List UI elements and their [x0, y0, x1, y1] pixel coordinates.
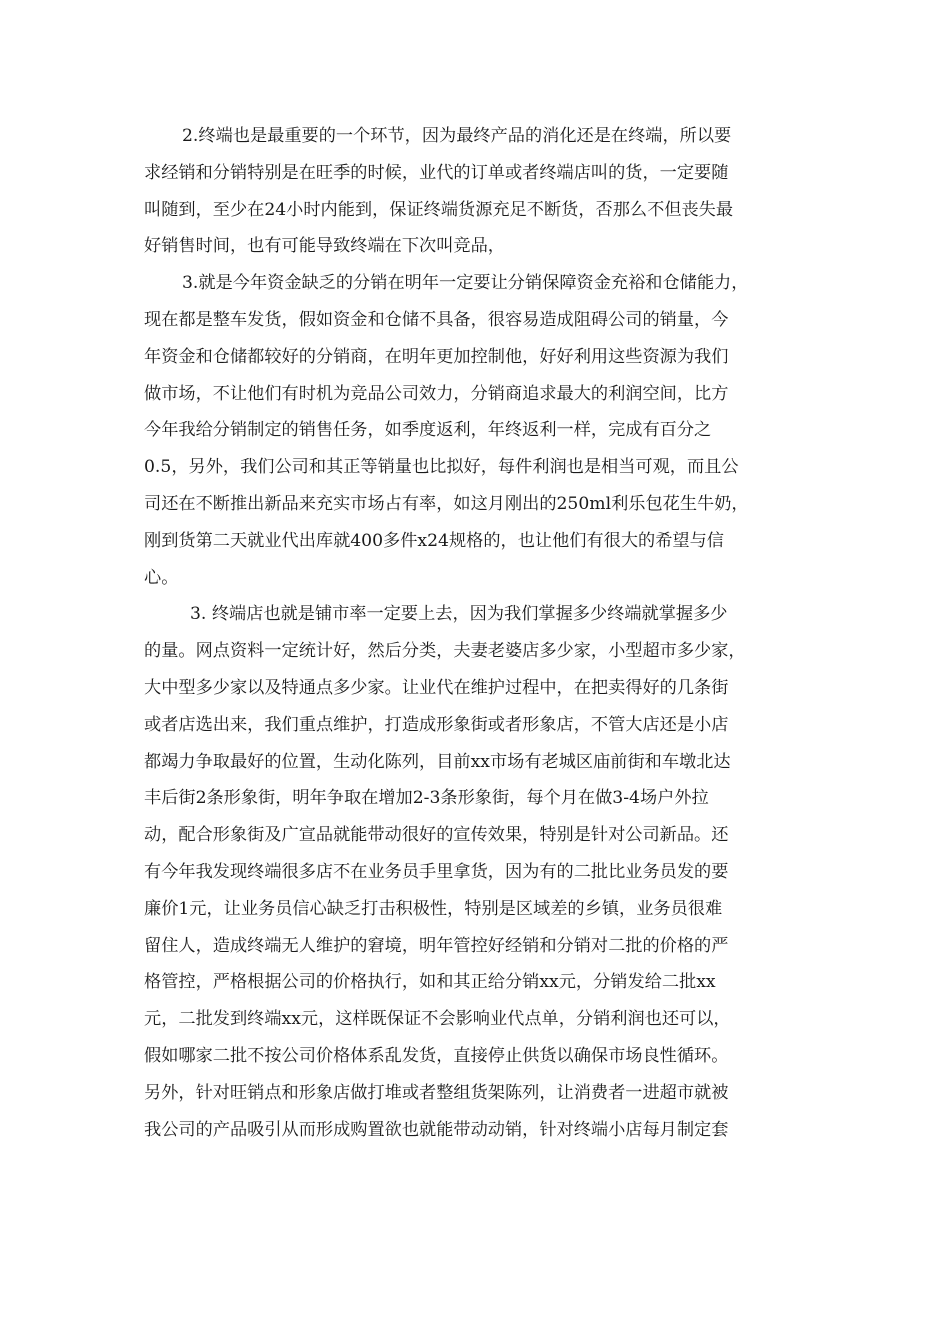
text-line: 大中型多少家以及特通点多少家。让业代在维护过程中，在把卖得好的几条街	[144, 677, 729, 698]
text-line: 另外，针对旺销点和形象店做打堆或者整组货架陈列，让消费者一进超市就被	[144, 1082, 729, 1103]
text-line: 留住人，造成终端无人维护的窘境，明年管控好经销和分销对二批的价格的严	[144, 935, 729, 956]
text-line: 都竭力争取最好的位置，生动化陈列，目前xx市场有老城区庙前街和车墩北达	[144, 751, 731, 772]
text-line: 司还在不断推出新品来充实市场占有率，如这月刚出的250ml利乐包花生牛奶，	[144, 493, 749, 514]
text-line: 元，二批发到终端xx元，这样既保证不会影响业代点单，分销利润也还可以，	[144, 1009, 731, 1030]
body-text	[144, 118, 808, 1148]
text-line: 我公司的产品吸引从而形成购置欲也就能带动动销，针对终端小店每月制定套	[144, 1119, 729, 1140]
text-line: 求经销和分销特别是在旺季的时候，业代的订单或者终端店叫的货，一定要随	[144, 162, 729, 183]
text-line: 或者店选出来，我们重点维护，打造成形象街或者形象店，不管大店还是小店	[144, 714, 729, 735]
text-line: 好销售时间，也有可能导致终端在下次叫竞品，	[144, 236, 505, 257]
text-line: 刚到货第二天就业代出库就400多件x24规格的，也让他们有很大的希望与信	[144, 530, 724, 551]
text-line: 2.终端也是最重要的一个环节，因为最终产品的消化还是在终端，所以要	[182, 126, 732, 146]
text-line: 做市场，不让他们有时机为竞品公司效力，分销商追求最大的利润空间，比方	[144, 383, 729, 404]
text-line: 廉价1元，让业务员信心缺乏打击积极性，特别是区域差的乡镇，业务员很难	[144, 898, 723, 919]
text-line: 今年我给分销制定的销售任务，如季度返利，年终返利一样，完成有百分之	[144, 420, 712, 441]
text-line: 有今年我发现终端很多店不在业务员手里拿货，因为有的二批比业务员发的要	[144, 861, 729, 882]
text-line: 动，配合形象街及广宣品就能带动很好的宣传效果，特别是针对公司新品。还	[144, 825, 729, 846]
text-line: 丰后街2条形象街，明年争取在增加2-3条形象街，每个月在做3-4场户外拉	[144, 788, 709, 809]
text-line: 心。	[144, 567, 179, 588]
text-line: 3.就是今年资金缺乏的分销在明年一定要让分销保障资金充裕和仓储能力，	[182, 273, 749, 294]
text-line: 0.5，另外，我们公司和其正等销量也比拟好，每件利润也是相当可观，而且公	[144, 457, 739, 478]
text-line: 格管控，严格根据公司的价格执行，如和其正给分销xx元，分销发给二批xx	[144, 972, 716, 993]
text-line: 的量。网点资料一定统计好，然后分类，夫妻老婆店多少家，小型超市多少家，	[144, 641, 746, 662]
text-line: 年资金和仓储都较好的分销商，在明年更加控制他，好好利用这些资源为我们	[144, 346, 729, 367]
text-line: 3. 终端店也就是铺市率一定要上去，因为我们掌握多少终端就掌握多少	[190, 604, 728, 625]
text-line: 叫随到，至少在24小时内能到，保证终端货源充足不断货，否那么不但丧失最	[144, 199, 734, 220]
text-line: 假如哪家二批不按公司价格体系乱发货，直接停止供货以确保市场良性循环。	[144, 1045, 729, 1066]
text-line: 现在都是整车发货，假如资金和仓储不具备，很容易造成阻碍公司的销量，今	[144, 309, 729, 330]
